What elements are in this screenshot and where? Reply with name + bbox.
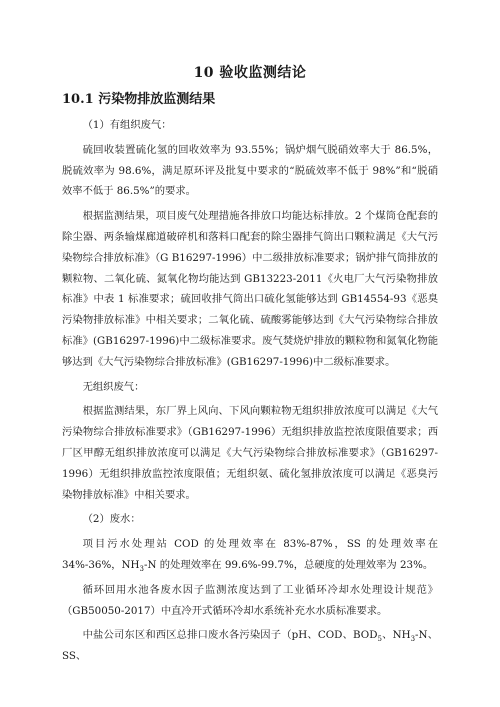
- text-segment: 、NH: [381, 629, 411, 642]
- chapter-title: 10 验收监测结论: [193, 65, 307, 81]
- paragraph-sulfur-recovery: 硫回收装置硫化氢的回收效率为 93.55%；锅炉烟气脱硝效率大于 86.5%，脱硫效率为 98.6%，满足原环评及批复中要求的“脱硫效率不低于 98%”和“脱硝效率不低于 86.5%”的要求。: [62, 143, 438, 198]
- section-title: 10.1 污染物排放监测结果: [62, 92, 216, 107]
- text-segment: -N、SS、: [62, 629, 438, 663]
- subscript: 3: [139, 564, 145, 573]
- subheading-fugitive-exhaust: 无组织废气：: [82, 380, 145, 393]
- subheading-wastewater: （2）废水：: [82, 513, 141, 526]
- paragraph-discharge-outlet: [62, 625, 438, 667]
- text-segment: 中盐公司东区和西区总排口废水各污染因子（pH、COD、BOD: [82, 629, 378, 642]
- subscript: 3: [410, 635, 416, 644]
- text-segment: -N 的处理效率在 99.6%-99.7%，总硬度的处理效率为 23%。: [144, 558, 434, 571]
- text-segment: 项目污水处理站 COD 的处理效率在 83%-87%，SS 的处理效率在 34%-36%，NH: [62, 538, 438, 571]
- paragraph-exhaust-results: 根据监测结果，项目废气处理措施各排放口均能达标排放。2 个煤筒仓配套的除尘器、两条输煤廊道破碎机和落料口配套的除尘器排气筒出口颗粒满足《大气污染物综合排放标准》（G B16297-1996）中二级排放标准要求；锅炉排气筒排放的颗粒物、二氧化硫、氮氧化物均能达到 GB13223-2011《火电厂大气污染物排放标准》中表 1 标准要求；硫回收排气筒出口硫化氢能够达到 GB14554-93《恶臭污染物排放标准》中相关要求；二氧化硫、硫酸雾能够达到《大气污染物综合排放标准》(GB16297-1996)中二级标准要求。废气焚烧炉排放的颗粒物和氮氧化物能够达到《大气污染物综合排放标准》(GB16297-1996)中二级标准要求。: [62, 210, 438, 368]
- subscript: 5: [377, 635, 382, 644]
- paragraph-fugitive-results: 根据监测结果，东厂界上风向、下风向颗粒物无组织排放浓度可以满足《大气污染物综合排放标准要求》（GB16297-1996）无组织排放监控浓度限值要求；西厂区甲醇无组织排放浓度可以满足《大气污染物综合排放标准要求》（GB16297-1996）无组织排放监控浓度限值；无组织氨、硫化氢排放浓度可以满足《恶臭污染物排放标准》中相关要求。: [62, 405, 438, 501]
- paragraph-recycled-water: 循环回用水池各废水因子监测浓度达到了工业循环冷却水处理设计规范》（GB50050-2017）中直冷开式循环冷却水系统补充水水质标准要求。: [62, 583, 438, 617]
- paragraph-wastewater-efficiency: [62, 534, 438, 576]
- subheading-organized-exhaust: （1）有组织废气：: [82, 119, 172, 131]
